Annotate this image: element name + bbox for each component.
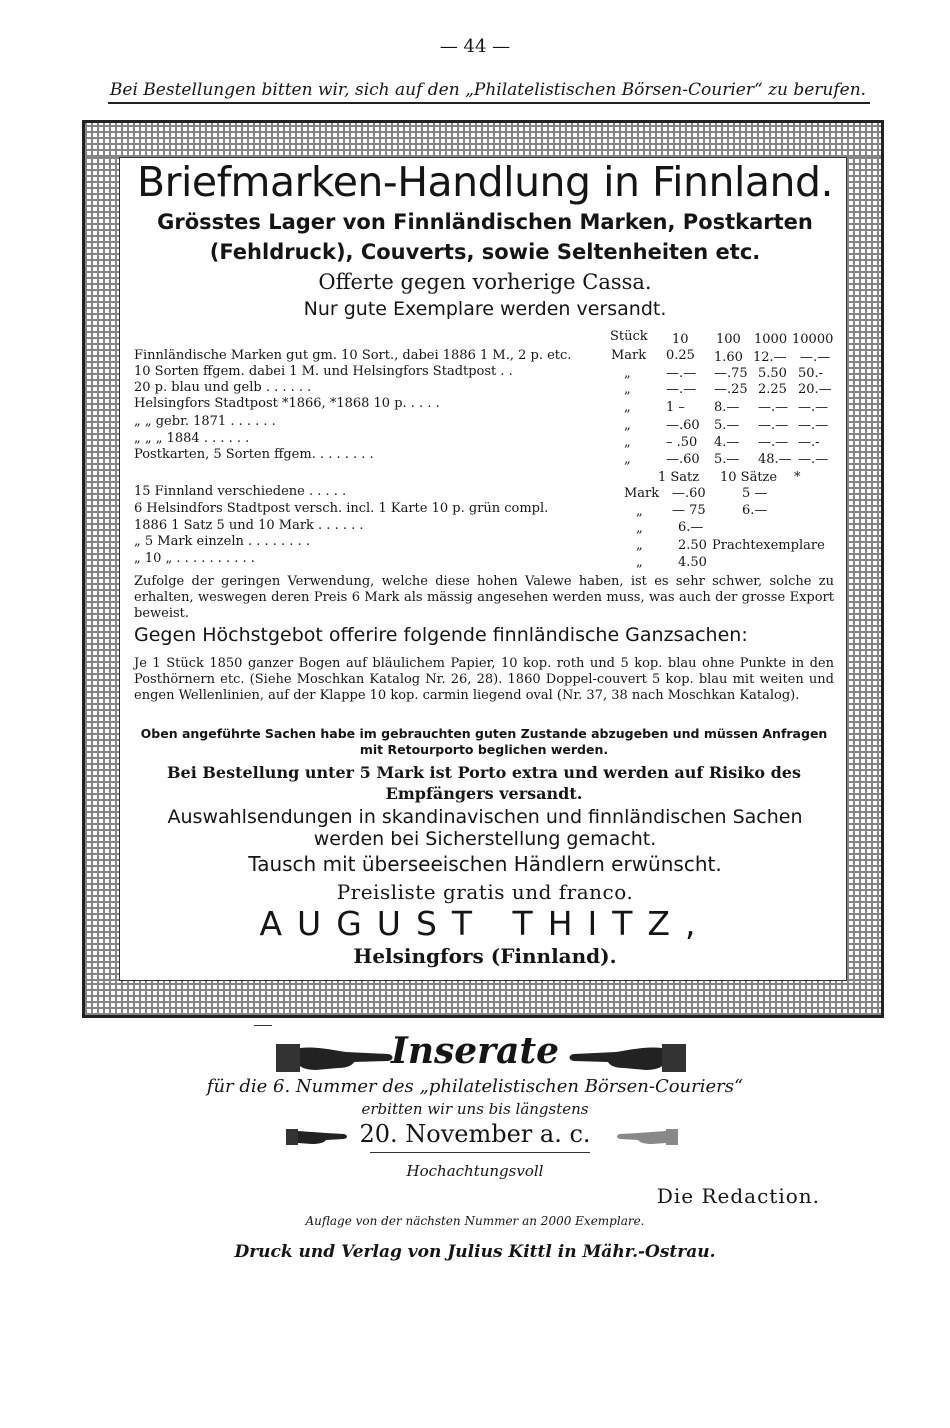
- price-row-p2: —.75: [714, 366, 748, 381]
- condition-notice: Oben angeführte Sachen habe im gebrauchten guten Zustande abzugeben und müssen Anfragen mit Retourporto beglichen werden.: [140, 726, 828, 757]
- set-row-currency: „: [636, 538, 643, 553]
- price-row-p4: —.-: [798, 435, 820, 450]
- qty-header-label: Stück: [610, 329, 648, 344]
- price-row-p1: —.—: [666, 366, 697, 381]
- price-row-p3: —.—: [758, 418, 789, 433]
- set-row-currency: „: [636, 555, 643, 570]
- price-row-p3: 5.50: [758, 366, 787, 381]
- circulation-note: Auflage von der nächsten Nummer an 2000 Exemplare.: [305, 1214, 645, 1228]
- price-row-p4: —.—: [798, 452, 829, 467]
- request-line: erbitten wir uns bis längstens: [361, 1100, 589, 1118]
- set-row-desc: 15 Finnland verschiedene . . . . .: [134, 484, 347, 499]
- dealer-place: Helsingfors (Finnland).: [353, 944, 617, 968]
- set-row-p1: 6.—: [678, 520, 704, 535]
- set-row-desc: 6 Helsindfors Stadtpost versch. incl. 1 Karte 10 p. grün compl.: [134, 501, 549, 516]
- qty-header-10000: 10000: [792, 332, 834, 347]
- price-row-desc: „ „ „ 1884 . . . . . .: [134, 431, 250, 446]
- frame-band-top: [85, 123, 881, 157]
- price-row-p4: 20.—: [798, 382, 832, 397]
- date-underline: [370, 1152, 590, 1153]
- inserate-heading: Inserate: [390, 1030, 559, 1072]
- set-row-desc: „ 5 Mark einzeln . . . . . . . .: [134, 534, 310, 549]
- citation-notice: Bei Bestellungen bitten wir, sich auf den „Philatelistischen Börsen-Courier“ zu berufen.: [109, 80, 867, 100]
- price-row-p2: 5.—: [714, 418, 740, 433]
- postage-notice: Bei Bestellung unter 5 Mark ist Porto extra und werden auf Risiko des Empfängers versandt.: [167, 763, 801, 803]
- pointing-hand-left-icon: [566, 1040, 686, 1076]
- price-row-desc: 20 p. blau und gelb . . . . . .: [134, 380, 312, 395]
- frame-band-right: [847, 157, 881, 981]
- price-row-desc: Postkarten, 5 Sorten ffgem. . . . . . . .: [134, 447, 374, 462]
- set-row-p1: —.60: [672, 486, 706, 501]
- qty-header-1000: 1000: [754, 332, 788, 347]
- set-row-currency: „: [636, 521, 643, 536]
- small-hand-left-icon: [616, 1126, 678, 1148]
- frame-band-bottom: [85, 981, 881, 1015]
- price-row-p2: —.25: [714, 382, 748, 397]
- quality-line: Nur gute Exemplare werden versandt.: [303, 298, 667, 320]
- offer-line: Offerte gegen vorherige Cassa.: [318, 270, 652, 294]
- imprint-line: Druck und Verlag von Julius Kittl in Mähr.-Ostrau.: [234, 1242, 716, 1262]
- price-row-currency: „: [624, 418, 631, 433]
- price-row-currency: Mark: [611, 348, 647, 363]
- gegen-heading: Gegen Höchstgebot offerire folgende finnländische Ganzsachen:: [134, 624, 748, 646]
- price-row-desc: 10 Sorten ffgem. dabei 1 M. und Helsingfors Stadtpost . .: [134, 364, 513, 379]
- price-row-currency: „: [624, 366, 631, 381]
- price-row-p3: 48.—: [758, 452, 792, 467]
- set-row-p1: — 75: [672, 503, 706, 518]
- price-row-currency: „: [624, 452, 631, 467]
- editorial-signature: Die Redaction.: [656, 1184, 820, 1208]
- price-row-p3: 2.25: [758, 382, 787, 397]
- price-row-desc: Finnländische Marken gut gm. 10 Sort., dabei 1886 1 M., 2 p. etc.: [134, 348, 572, 363]
- price-row-p1: 1 –: [666, 400, 685, 415]
- price-row-p1: 0.25: [666, 348, 695, 363]
- closing-greeting: Hochachtungsvoll: [406, 1162, 544, 1180]
- frame-band-left: [85, 157, 119, 981]
- price-row-p3: —.—: [758, 435, 789, 450]
- ganzsachen-paragraph: Je 1 Stück 1850 ganzer Bogen auf bläulichem Papier, 10 kop. roth und 5 kop. blau ohne Punkte in den Posthörnern etc. (Siehe Moschkan Katalog Nr. 26, 28). 1860 Doppel-couvert 5 kop. blau mit weiten und engen Wellenlinien, auf der Klappe 10 kop. carmin liegend oval (Nr. 37, 38 nach Moschkan Katalog).: [134, 656, 834, 703]
- ad-subtitle-line2: (Fehldruck), Couverts, sowie Seltenheiten etc.: [209, 240, 761, 264]
- set-header-mark: *: [794, 470, 801, 485]
- qty-header-100: 100: [716, 332, 741, 347]
- set-header-10: 10 Sätze: [720, 470, 778, 485]
- set-row-desc: 1886 1 Satz 5 und 10 Mark . . . . . .: [134, 518, 364, 533]
- set-header-1: 1 Satz: [658, 470, 700, 485]
- price-row-p3: —.—: [758, 400, 789, 415]
- price-row-p4: —.—: [800, 350, 831, 365]
- price-row-desc: „ „ gebr. 1871 . . . . . .: [134, 414, 276, 429]
- set-row-p2: Prachtexemplare: [712, 538, 825, 553]
- price-row-p3: 12.—: [753, 350, 787, 365]
- price-row-p1: —.60: [666, 418, 700, 433]
- pricelist-notice: Preisliste gratis und franco.: [336, 880, 634, 904]
- issue-line: für die 6. Nummer des „philatelistischen Börsen-Couriers“: [206, 1076, 744, 1097]
- price-row-p4: —.—: [798, 400, 829, 415]
- selection-notice: Auswahlsendungen in skandinavischen und finnländischen Sachen werden bei Sicherstellung gemacht.: [167, 806, 803, 850]
- price-row-p1: – .50: [666, 435, 698, 450]
- set-row-desc: „ 10 „ . . . . . . . . . .: [134, 551, 255, 566]
- price-row-p2: 8.—: [714, 400, 740, 415]
- price-row-currency: „: [624, 382, 631, 397]
- price-row-currency: „: [624, 435, 631, 450]
- set-row-p1: 4.50: [678, 555, 707, 570]
- price-row-p2: 1.60: [714, 350, 743, 365]
- ad-title: Briefmarken-Handlung in Finnland.: [136, 158, 834, 206]
- set-row-currency: Mark: [624, 486, 660, 501]
- price-row-p1: —.—: [666, 382, 697, 397]
- set-row-p2: 5 —: [742, 486, 768, 501]
- zufolge-paragraph: Zufolge der geringen Verwendung, welche diese hohen Valewe haben, ist es sehr schwer, solche zu erhalten, weswegen deren Preis 6 Mark als mässig angesehen werden muss, was auch der grosse Export beweist.: [134, 574, 834, 621]
- price-row-desc: Helsingfors Stadtpost *1866, *1868 10 p. . . . .: [134, 396, 440, 411]
- price-row-p2: 5.—: [714, 452, 740, 467]
- exchange-notice: Tausch mit überseeischen Händlern erwünscht.: [248, 852, 722, 876]
- dealer-name: AUGUST THITZ,: [259, 904, 711, 943]
- notice-rule: [108, 102, 870, 104]
- page-number: — 44 —: [439, 36, 511, 57]
- price-row-p4: —.—: [798, 418, 829, 433]
- price-row-p1: —.60: [666, 452, 700, 467]
- short-rule: [254, 1025, 272, 1026]
- qty-header-10: 10: [672, 332, 689, 347]
- price-row-p2: 4.—: [714, 435, 740, 450]
- set-row-p1: 2.50: [678, 538, 707, 553]
- price-row-currency: „: [624, 400, 631, 415]
- deadline-date: 20. November a. c.: [359, 1120, 591, 1148]
- set-row-currency: „: [636, 504, 643, 519]
- set-row-p2: 6.—: [742, 503, 768, 518]
- ad-subtitle-line1: Grösstes Lager von Finnländischen Marken, Postkarten: [157, 210, 813, 234]
- price-row-p4: 50.-: [798, 366, 824, 381]
